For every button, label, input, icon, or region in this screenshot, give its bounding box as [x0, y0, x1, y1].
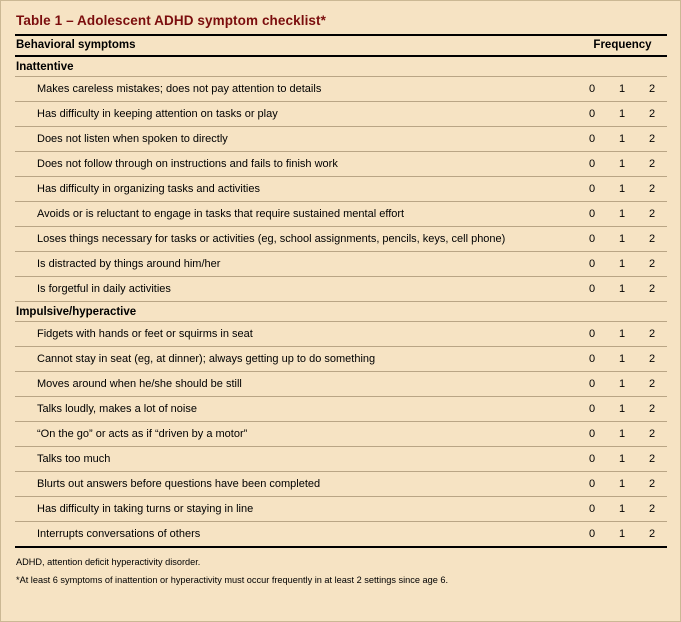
score-option-0[interactable]: 0 — [577, 277, 607, 302]
score-option-2[interactable]: 2 — [637, 347, 667, 372]
score-option-1[interactable]: 1 — [607, 347, 637, 372]
symptom-label: Is distracted by things around him/her — [15, 252, 577, 277]
score-option-0[interactable]: 0 — [577, 227, 607, 252]
score-option-2[interactable]: 2 — [637, 152, 667, 177]
score-option-0[interactable]: 0 — [577, 497, 607, 522]
score-option-1[interactable]: 1 — [607, 202, 637, 227]
symptom-label: Does not follow through on instructions and fails to finish work — [15, 152, 577, 177]
score-option-0[interactable]: 0 — [577, 397, 607, 422]
score-option-1[interactable]: 1 — [607, 422, 637, 447]
score-option-0[interactable]: 0 — [577, 447, 607, 472]
group-label: Inattentive — [15, 56, 667, 77]
score-option-1[interactable]: 1 — [607, 227, 637, 252]
column-header-frequency: Frequency — [577, 35, 667, 56]
symptom-label: Talks too much — [15, 447, 577, 472]
table-row[interactable] — [15, 152, 667, 177]
table-row[interactable] — [15, 497, 667, 522]
table-row[interactable] — [15, 102, 667, 127]
group-label: Impulsive/hyperactive — [15, 302, 667, 322]
table-row[interactable] — [15, 422, 667, 447]
score-option-2[interactable]: 2 — [637, 497, 667, 522]
symptom-label: “On the go” or acts as if “driven by a motor” — [15, 422, 577, 447]
score-option-1[interactable]: 1 — [607, 102, 637, 127]
table-row[interactable] — [15, 202, 667, 227]
score-option-2[interactable]: 2 — [637, 422, 667, 447]
score-option-2[interactable]: 2 — [637, 77, 667, 102]
table-row[interactable] — [15, 252, 667, 277]
score-option-1[interactable]: 1 — [607, 447, 637, 472]
table-row[interactable] — [15, 447, 667, 472]
symptom-label: Makes careless mistakes; does not pay attention to details — [15, 77, 577, 102]
score-option-0[interactable]: 0 — [577, 252, 607, 277]
symptom-label: Does not listen when spoken to directly — [15, 127, 577, 152]
group-row-inattentive — [15, 56, 667, 77]
score-option-1[interactable]: 1 — [607, 277, 637, 302]
score-option-1[interactable]: 1 — [607, 397, 637, 422]
table-row[interactable] — [15, 227, 667, 252]
score-option-1[interactable]: 1 — [607, 252, 637, 277]
score-option-2[interactable]: 2 — [637, 277, 667, 302]
score-option-0[interactable]: 0 — [577, 347, 607, 372]
score-option-0[interactable]: 0 — [577, 472, 607, 497]
score-option-0[interactable]: 0 — [577, 177, 607, 202]
table-row[interactable] — [15, 522, 667, 548]
score-option-2[interactable]: 2 — [637, 322, 667, 347]
score-option-2[interactable]: 2 — [637, 372, 667, 397]
symptom-label: Fidgets with hands or feet or squirms in seat — [15, 322, 577, 347]
score-option-0[interactable]: 0 — [577, 127, 607, 152]
table-row[interactable] — [15, 472, 667, 497]
score-option-2[interactable]: 2 — [637, 127, 667, 152]
table-row[interactable] — [15, 372, 667, 397]
score-option-1[interactable]: 1 — [607, 372, 637, 397]
score-option-2[interactable]: 2 — [637, 252, 667, 277]
score-option-2[interactable]: 2 — [637, 102, 667, 127]
score-option-1[interactable]: 1 — [607, 522, 637, 548]
score-option-0[interactable]: 0 — [577, 202, 607, 227]
score-option-2[interactable]: 2 — [637, 177, 667, 202]
symptom-label: Has difficulty in organizing tasks and activities — [15, 177, 577, 202]
table-header-row — [15, 35, 667, 56]
score-option-0[interactable]: 0 — [577, 77, 607, 102]
score-option-2[interactable]: 2 — [637, 522, 667, 548]
symptom-label: Has difficulty in keeping attention on tasks or play — [15, 102, 577, 127]
symptom-label: Avoids or is reluctant to engage in tasks that require sustained mental effort — [15, 202, 577, 227]
group-row-impulsive-hyperactive — [15, 302, 667, 322]
table-row[interactable] — [15, 322, 667, 347]
page-title: Table 1 – Adolescent ADHD symptom checklist* — [16, 13, 326, 28]
score-option-1[interactable]: 1 — [607, 322, 637, 347]
score-option-0[interactable]: 0 — [577, 322, 607, 347]
score-option-2[interactable]: 2 — [637, 447, 667, 472]
score-option-0[interactable]: 0 — [577, 152, 607, 177]
table-row[interactable] — [15, 177, 667, 202]
symptom-label: Moves around when he/she should be still — [15, 372, 577, 397]
symptom-label: Has difficulty in taking turns or staying in line — [15, 497, 577, 522]
score-option-1[interactable]: 1 — [607, 472, 637, 497]
table-row[interactable] — [15, 347, 667, 372]
score-option-2[interactable]: 2 — [637, 472, 667, 497]
symptom-label: Cannot stay in seat (eg, at dinner); always getting up to do something — [15, 347, 577, 372]
score-option-1[interactable]: 1 — [607, 177, 637, 202]
score-option-1[interactable]: 1 — [607, 152, 637, 177]
footnote-abbreviations: ADHD, attention deficit hyperactivity disorder. — [16, 557, 201, 567]
footnotes — [15, 548, 666, 588]
score-option-0[interactable]: 0 — [577, 102, 607, 127]
score-option-0[interactable]: 0 — [577, 422, 607, 447]
table-row[interactable] — [15, 397, 667, 422]
score-option-1[interactable]: 1 — [607, 127, 637, 152]
symptom-label: Talks loudly, makes a lot of noise — [15, 397, 577, 422]
footnote-criteria: *At least 6 symptoms of inattention or hyperactivity must occur frequently in at least 2 settings since age 6. — [16, 575, 449, 586]
table-row[interactable] — [15, 77, 667, 102]
table-row[interactable] — [15, 277, 667, 302]
symptom-label: Is forgetful in daily activities — [15, 277, 577, 302]
score-option-2[interactable]: 2 — [637, 202, 667, 227]
symptom-label: Loses things necessary for tasks or activities (eg, school assignments, pencils, keys, cell phone) — [15, 227, 577, 252]
symptom-label: Interrupts conversations of others — [15, 522, 577, 548]
score-option-2[interactable]: 2 — [637, 397, 667, 422]
score-option-1[interactable]: 1 — [607, 497, 637, 522]
score-option-2[interactable]: 2 — [637, 227, 667, 252]
table-row[interactable] — [15, 127, 667, 152]
symptom-checklist-table — [15, 34, 667, 548]
score-option-0[interactable]: 0 — [577, 372, 607, 397]
score-option-1[interactable]: 1 — [607, 77, 637, 102]
column-header-symptoms: Behavioral symptoms — [15, 35, 577, 56]
score-option-0[interactable]: 0 — [577, 522, 607, 548]
symptom-label: Blurts out answers before questions have been completed — [15, 472, 577, 497]
